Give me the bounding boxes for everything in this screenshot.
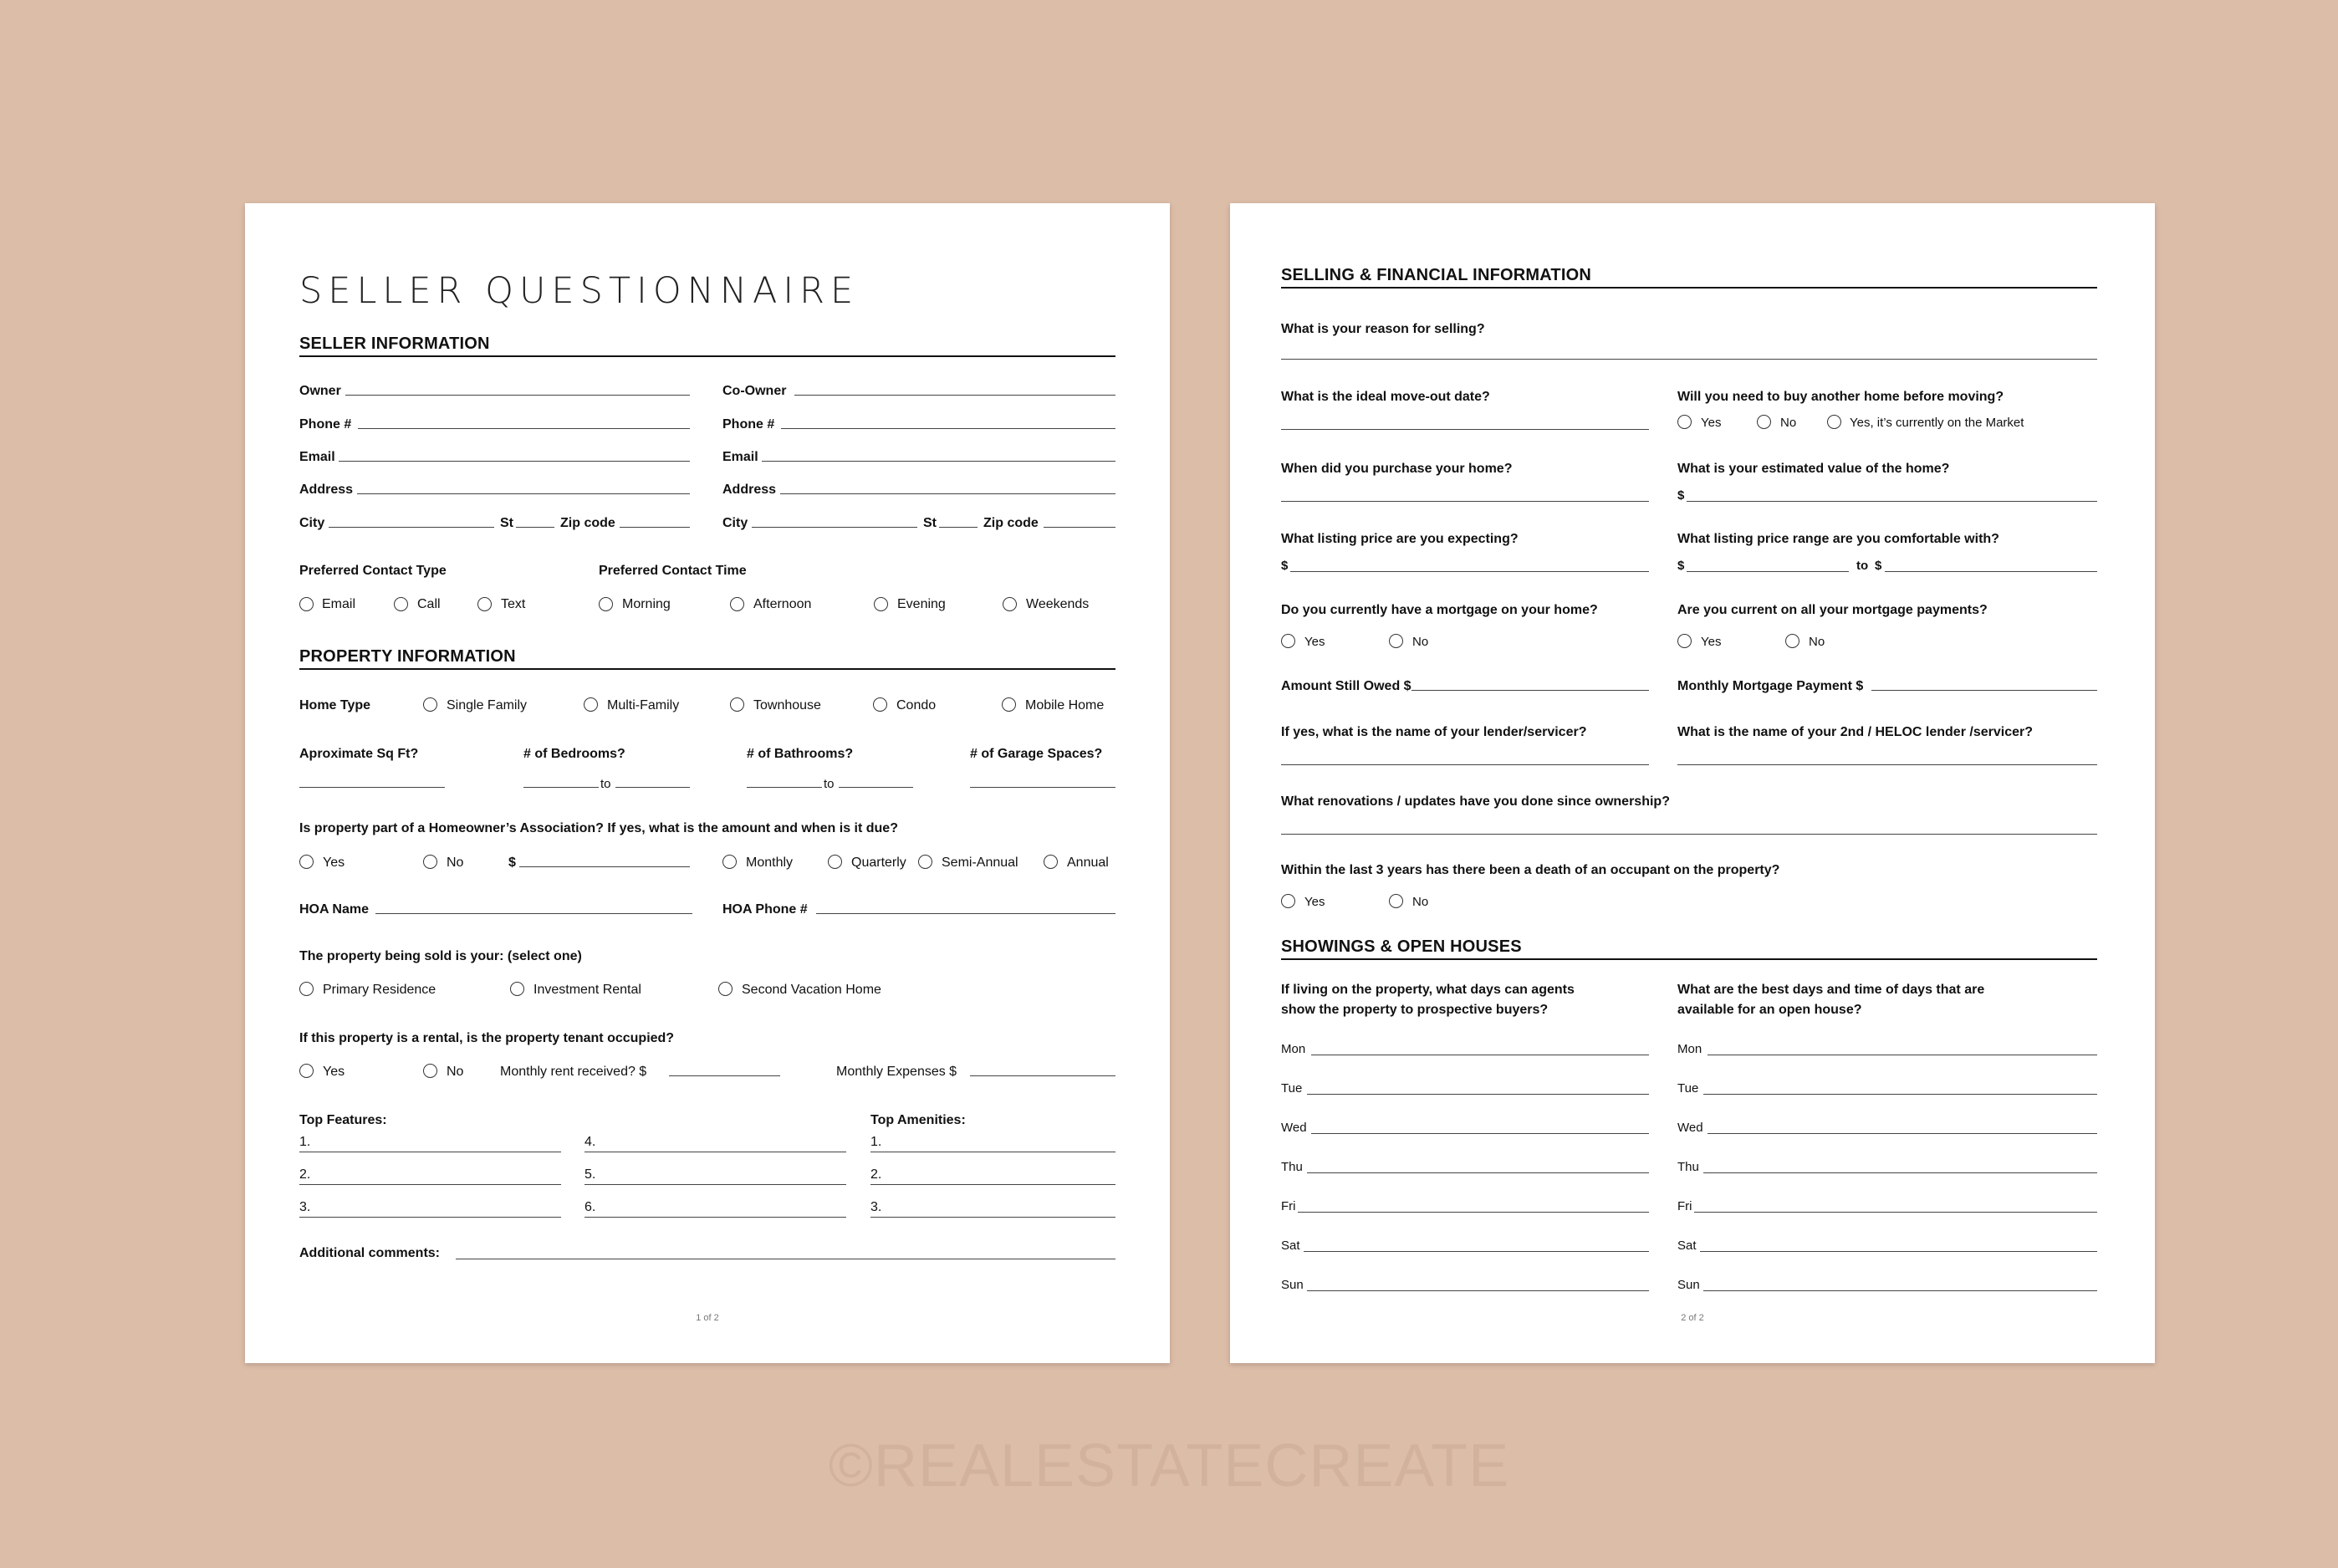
second-vacation-home-radio[interactable] <box>718 982 733 996</box>
open-thu-field[interactable] <box>1703 1172 2097 1173</box>
monthly-expenses-label: Monthly Expenses $ <box>836 1065 957 1079</box>
owner-zip-field[interactable] <box>620 527 690 528</box>
investment-rental-label: Investment Rental <box>533 983 641 997</box>
hoa-phone-label: HOA Phone # <box>722 902 808 917</box>
condo-radio[interactable] <box>873 697 887 712</box>
agents-day-mon: Mon <box>1281 1042 1306 1056</box>
co-owner-zip-label: Zip code <box>983 516 1039 530</box>
single-family-label: Single Family <box>447 698 528 712</box>
contact-call-label: Call <box>417 597 441 611</box>
primary-residence-radio[interactable] <box>299 982 314 996</box>
owner-email-field[interactable] <box>339 461 690 462</box>
agents-day-sat: Sat <box>1281 1239 1300 1253</box>
monthly-payment-label: Monthly Mortgage Payment $ <box>1677 679 1864 693</box>
amount-owed-field[interactable] <box>1411 690 1649 691</box>
single-family-radio[interactable] <box>423 697 437 712</box>
price-range-to-label: to <box>1856 559 1869 573</box>
heloc-question: What is the name of your 2nd / HELOC lender /servicer? <box>1677 725 2033 739</box>
price-range-question: What listing price range are you comfortable with? <box>1677 532 1999 546</box>
price-range-min-field[interactable] <box>1687 571 1849 572</box>
feature-6-num: 6. <box>584 1200 596 1214</box>
email-label: Email <box>299 450 335 464</box>
tenant-yes-label: Yes <box>323 1065 345 1079</box>
second-vacation-home-label: Second Vacation Home <box>742 983 881 997</box>
hoa-yes-label: Yes <box>323 856 345 870</box>
time-morning-radio[interactable] <box>599 597 613 611</box>
hoa-semiannual-radio[interactable] <box>918 855 932 869</box>
open-day-thu: Thu <box>1677 1160 1699 1174</box>
bedrooms-max-field[interactable] <box>615 787 690 788</box>
hoa-phone-field[interactable] <box>816 913 1115 914</box>
current-payments-no-radio[interactable] <box>1785 634 1799 648</box>
garage-field[interactable] <box>970 787 1115 788</box>
bedrooms-to-label: to <box>600 777 611 791</box>
owner-label: Owner <box>299 384 341 398</box>
contact-email-label: Email <box>322 597 356 611</box>
listing-price-field[interactable] <box>1290 571 1649 572</box>
feature-3-field[interactable] <box>299 1217 561 1218</box>
tenant-no-radio[interactable] <box>423 1064 437 1078</box>
feature-2-num: 2. <box>299 1167 311 1182</box>
bathrooms-min-field[interactable] <box>747 787 822 788</box>
co-owner-state-label: St <box>923 516 937 530</box>
page-title: SELLER QUESTIONNAIRE <box>299 270 860 312</box>
time-afternoon-label: Afternoon <box>753 597 812 611</box>
reason-question: What is your reason for selling? <box>1281 322 1485 336</box>
open-sun-field[interactable] <box>1703 1290 2097 1291</box>
seller-information-heading: SELLER INFORMATION <box>299 335 1115 357</box>
buy-another-yes-radio[interactable] <box>1677 415 1692 429</box>
co-owner-state-field[interactable] <box>939 527 978 528</box>
primary-residence-label: Primary Residence <box>323 983 436 997</box>
price-range-min-dollar: $ <box>1677 559 1685 573</box>
move-out-question: What is the ideal move-out date? <box>1281 390 1490 404</box>
feature-2-field[interactable] <box>299 1184 561 1185</box>
property-type-question: The property being sold is your: (select one) <box>299 949 582 963</box>
agents-tue-field[interactable] <box>1307 1094 1649 1095</box>
price-range-max-dollar: $ <box>1875 559 1882 573</box>
open-day-mon: Mon <box>1677 1042 1702 1056</box>
price-range-max-field[interactable] <box>1885 571 2097 572</box>
buy-another-no-radio[interactable] <box>1757 415 1771 429</box>
mortgage-no-radio[interactable] <box>1389 634 1403 648</box>
state-label: St <box>500 516 513 530</box>
death-question: Within the last 3 years has there been a death of an occupant on the property? <box>1281 863 1780 877</box>
lender-field[interactable] <box>1281 764 1649 765</box>
feature-5-field[interactable] <box>584 1184 846 1185</box>
amenity-1-num: 1. <box>870 1135 882 1149</box>
lender-question: If yes, what is the name of your lender/servicer? <box>1281 725 1587 739</box>
estimated-value-dollar: $ <box>1677 488 1685 503</box>
current-payments-yes-radio[interactable] <box>1677 634 1692 648</box>
mobile-home-label: Mobile Home <box>1025 698 1105 712</box>
reason-field[interactable] <box>1281 359 2097 360</box>
co-owner-address-label: Address <box>722 483 777 497</box>
condo-label: Condo <box>896 698 937 712</box>
open-day-fri: Fri <box>1677 1199 1692 1213</box>
listing-price-question: What listing price are you expecting? <box>1281 532 1519 546</box>
top-features-label: Top Features: <box>299 1113 387 1127</box>
agents-thu-field[interactable] <box>1307 1172 1649 1173</box>
renovations-field[interactable] <box>1281 834 2097 835</box>
agents-day-fri: Fri <box>1281 1199 1296 1213</box>
page-two <box>1230 203 2155 1363</box>
hoa-amount-dollar: $ <box>508 856 516 870</box>
co-owner-phone-field[interactable] <box>781 428 1115 429</box>
co-owner-address-field[interactable] <box>780 493 1115 494</box>
owner-city-field[interactable] <box>329 527 494 528</box>
open-tue-field[interactable] <box>1703 1094 2097 1095</box>
owner-address-field[interactable] <box>357 493 690 494</box>
bathrooms-to-label: to <box>824 777 835 791</box>
monthly-rent-field[interactable] <box>669 1075 780 1076</box>
co-owner-email-field[interactable] <box>762 461 1115 462</box>
co-owner-label: Co-Owner <box>722 384 787 398</box>
additional-comments-label: Additional comments: <box>299 1246 441 1260</box>
tenant-yes-radio[interactable] <box>299 1064 314 1078</box>
address-label: Address <box>299 483 354 497</box>
townhouse-radio[interactable] <box>730 697 744 712</box>
open-sat-field[interactable] <box>1700 1251 2097 1252</box>
hoa-no-radio[interactable] <box>423 855 437 869</box>
garage-label: # of Garage Spaces? <box>970 747 1103 761</box>
mobile-home-radio[interactable] <box>1002 697 1016 712</box>
hoa-question: Is property part of a Homeowner’s Association? If yes, what is the amount and when is it due? <box>299 821 898 835</box>
monthly-payment-field[interactable] <box>1871 690 2097 691</box>
purchase-date-question: When did you purchase your home? <box>1281 462 1513 476</box>
open-day-tue: Tue <box>1677 1081 1699 1096</box>
hoa-yes-radio[interactable] <box>299 855 314 869</box>
townhouse-label: Townhouse <box>753 698 821 712</box>
buy-another-no-label: No <box>1780 416 1797 430</box>
amenity-2-num: 2. <box>870 1167 882 1182</box>
mortgage-no-label: No <box>1412 635 1429 649</box>
open-day-sat: Sat <box>1677 1239 1697 1253</box>
co-owner-phone-label: Phone # <box>722 417 775 432</box>
time-morning-label: Morning <box>622 597 671 611</box>
hoa-semiannual-label: Semi-Annual <box>942 856 1018 870</box>
agents-question-line1: If living on the property, what days can agents <box>1281 983 1575 997</box>
sqft-label: Aproximate Sq Ft? <box>299 747 419 761</box>
showings-heading: SHOWINGS & OPEN HOUSES <box>1281 937 2097 960</box>
death-no-label: No <box>1412 895 1429 909</box>
selling-financial-heading: SELLING & FINANCIAL INFORMATION <box>1281 266 2097 289</box>
co-owner-email-label: Email <box>722 450 758 464</box>
buy-another-question: Will you need to buy another home before moving? <box>1677 390 2004 404</box>
sqft-field[interactable] <box>299 787 445 788</box>
page-number: 2 of 2 <box>1681 1313 1704 1323</box>
property-information-heading: PROPERTY INFORMATION <box>299 647 1115 670</box>
buy-another-yes-label: Yes <box>1701 416 1722 430</box>
feature-4-num: 4. <box>584 1135 596 1149</box>
time-evening-radio[interactable] <box>874 597 888 611</box>
zip-label: Zip code <box>560 516 615 530</box>
feature-6-field[interactable] <box>584 1217 846 1218</box>
agents-fri-field[interactable] <box>1298 1212 1649 1213</box>
feature-3-num: 3. <box>299 1200 311 1214</box>
agents-question-line2: show the property to prospective buyers? <box>1281 1003 1549 1017</box>
phone-label: Phone # <box>299 417 352 432</box>
owner-field[interactable] <box>345 395 690 396</box>
bedrooms-min-field[interactable] <box>523 787 599 788</box>
hoa-quarterly-radio[interactable] <box>828 855 842 869</box>
contact-time-label: Preferred Contact Time <box>599 564 747 578</box>
estimated-value-question: What is your estimated value of the home? <box>1677 462 1950 476</box>
amount-owed-label: Amount Still Owed $ <box>1281 679 1411 693</box>
time-weekends-label: Weekends <box>1026 597 1090 611</box>
agents-day-wed: Wed <box>1281 1121 1307 1135</box>
purchase-date-field[interactable] <box>1281 501 1649 502</box>
heloc-field[interactable] <box>1677 764 2097 765</box>
bathrooms-label: # of Bathrooms? <box>747 747 854 761</box>
open-fri-field[interactable] <box>1694 1212 2097 1213</box>
watermark: ©REALESTATECREATE <box>828 1433 1510 1499</box>
agents-day-tue: Tue <box>1281 1081 1303 1096</box>
death-yes-label: Yes <box>1304 895 1325 909</box>
contact-text-radio[interactable] <box>477 597 492 611</box>
amenity-3-num: 3. <box>870 1200 882 1214</box>
agents-sun-field[interactable] <box>1307 1290 1649 1291</box>
estimated-value-field[interactable] <box>1687 501 2097 502</box>
hoa-no-label: No <box>447 856 464 870</box>
death-no-radio[interactable] <box>1389 894 1403 908</box>
monthly-expenses-field[interactable] <box>970 1075 1115 1076</box>
listing-price-dollar: $ <box>1281 559 1289 573</box>
open-day-wed: Wed <box>1677 1121 1703 1135</box>
contact-type-label: Preferred Contact Type <box>299 564 447 578</box>
time-evening-label: Evening <box>897 597 946 611</box>
open-day-sun: Sun <box>1677 1278 1700 1292</box>
tenant-no-label: No <box>447 1065 464 1079</box>
open-wed-field[interactable] <box>1708 1133 2097 1134</box>
multi-family-label: Multi-Family <box>607 698 680 712</box>
owner-state-field[interactable] <box>516 527 554 528</box>
buy-another-market-label: Yes, it’s currently on the Market <box>1850 416 2024 430</box>
agents-wed-field[interactable] <box>1311 1133 1649 1134</box>
agents-sat-field[interactable] <box>1304 1251 1649 1252</box>
feature-1-num: 1. <box>299 1135 311 1149</box>
co-owner-field[interactable] <box>794 395 1115 396</box>
hoa-quarterly-label: Quarterly <box>851 856 906 870</box>
top-amenities-label: Top Amenities: <box>870 1113 966 1127</box>
home-type-label: Home Type <box>299 698 371 712</box>
current-payments-question: Are you current on all your mortgage payments? <box>1677 603 1988 617</box>
mortgage-yes-radio[interactable] <box>1281 634 1295 648</box>
contact-email-radio[interactable] <box>299 597 314 611</box>
co-owner-zip-field[interactable] <box>1044 527 1115 528</box>
co-owner-city-field[interactable] <box>752 527 917 528</box>
amenity-2-field[interactable] <box>870 1184 1115 1185</box>
feature-5-num: 5. <box>584 1167 596 1182</box>
monthly-rent-label: Monthly rent received? $ <box>500 1065 647 1079</box>
current-payments-no-label: No <box>1809 635 1825 649</box>
co-owner-city-label: City <box>722 516 748 530</box>
hoa-monthly-label: Monthly <box>746 856 794 870</box>
contact-text-label: Text <box>501 597 526 611</box>
amenity-3-field[interactable] <box>870 1217 1115 1218</box>
city-label: City <box>299 516 325 530</box>
agents-day-thu: Thu <box>1281 1160 1303 1174</box>
multi-family-radio[interactable] <box>584 697 598 712</box>
open-house-question-line1: What are the best days and time of days that are <box>1677 983 1985 997</box>
contact-call-radio[interactable] <box>394 597 408 611</box>
bedrooms-label: # of Bedrooms? <box>523 747 625 761</box>
time-afternoon-radio[interactable] <box>730 597 744 611</box>
bathrooms-max-field[interactable] <box>839 787 913 788</box>
renovations-question: What renovations / updates have you done since ownership? <box>1281 794 1670 809</box>
investment-rental-radio[interactable] <box>510 982 524 996</box>
hoa-annual-label: Annual <box>1067 856 1109 870</box>
page-one <box>245 203 1170 1363</box>
death-yes-radio[interactable] <box>1281 894 1295 908</box>
rental-question: If this property is a rental, is the property tenant occupied? <box>299 1031 675 1045</box>
hoa-monthly-radio[interactable] <box>722 855 737 869</box>
agents-day-sun: Sun <box>1281 1278 1304 1292</box>
hoa-name-label: HOA Name <box>299 902 369 917</box>
owner-phone-field[interactable] <box>358 428 690 429</box>
time-weekends-radio[interactable] <box>1003 597 1017 611</box>
mortgage-yes-label: Yes <box>1304 635 1325 649</box>
mortgage-question: Do you currently have a mortgage on your home? <box>1281 603 1598 617</box>
open-house-question-line2: available for an open house? <box>1677 1003 1862 1017</box>
hoa-annual-radio[interactable] <box>1044 855 1058 869</box>
buy-another-market-radio[interactable] <box>1827 415 1841 429</box>
page-number: 1 of 2 <box>696 1313 719 1323</box>
hoa-name-field[interactable] <box>375 913 692 914</box>
hoa-amount-field[interactable] <box>519 866 690 867</box>
current-payments-yes-label: Yes <box>1701 635 1722 649</box>
move-out-field[interactable] <box>1281 429 1649 430</box>
